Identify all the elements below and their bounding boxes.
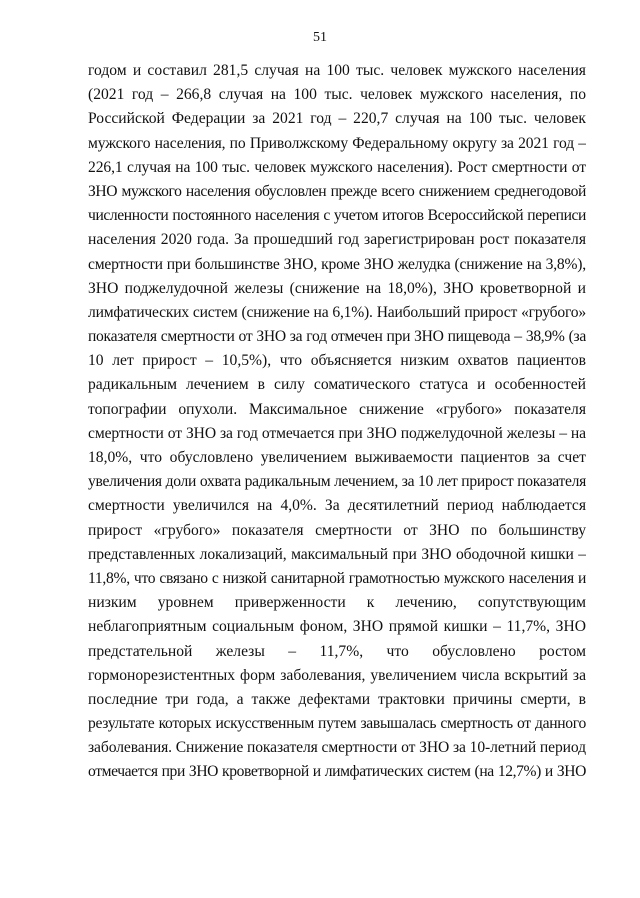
text-line: неблагоприятным социальным фоном, ЗНО прямой кишки – 11,7%, ЗНО [88, 618, 586, 636]
page-number: 51 [313, 30, 327, 45]
text-line: 18,0%, что обусловлено увеличением выживаемости пациентов за счет [88, 449, 586, 466]
text-line: увеличения доли охвата радикальным лечением, за 10 лет прирост показателя [88, 473, 586, 491]
text-line: 11,8%, что связано с низкой санитарной грамотностью мужского населения и [88, 569, 586, 587]
text-line: результате которых искусственным путем завышалась смертность от данного [88, 715, 586, 733]
text-line: годом и составил 281,5 случая на 100 тыс. человек мужского населения [88, 62, 586, 79]
text-line: мужского населения, по Приволжскому Федеральному округу за 2021 год – [88, 134, 586, 152]
text-line: заболевания. Снижение показателя смертности от ЗНО за 10-летний период [88, 739, 586, 757]
text-line: прирост «грубого» показателя смертности от ЗНО по большинству [88, 521, 586, 539]
text-line: смертности от ЗНО за год отмечается при ЗНО поджелудочной железы – на [88, 424, 586, 442]
text-line: низким уровнем приверженности к лечению, сопутствующим [88, 594, 586, 612]
text-line: ЗНО мужского населения обусловлен прежде всего снижением среднегодовой [88, 182, 586, 200]
text-line: представленных локализаций, максимальный при ЗНО ободочной кишки – [88, 545, 586, 563]
text-line: смертности увеличился на 4,0%. За десятилетний период наблюдается [88, 497, 586, 515]
text-line: ЗНО поджелудочной железы (снижение на 18,0%), ЗНО кроветворной и [88, 279, 586, 297]
text-line: Российской Федерации за 2021 год – 220,7 случая на 100 тыс. человек [88, 110, 586, 128]
text-line: последние три года, а также дефектами трактовки причины смерти, в [88, 690, 586, 708]
text-line: 226,1 случая на 100 тыс. человек мужского населения). Рост смертности от [88, 158, 586, 176]
text-line: населения 2020 года. За прошедший год зарегистрирован рост показателя [88, 231, 586, 249]
text-line: радикальным лечением в силу соматического статуса и особенностей [88, 376, 586, 394]
text-line: смертности при большинстве ЗНО, кроме ЗНО желудка (снижение на 3,8%), [88, 255, 586, 273]
text-line: (2021 год – 266,8 случая на 100 тыс. человек мужского населения, по [88, 86, 586, 104]
text-line: численности постоянного населения с учетом итогов Всероссийской переписи [88, 207, 586, 225]
text-line: 10 лет прирост – 10,5%), что объясняется низким охватов пациентов [88, 352, 586, 370]
text-line: гормонорезистентных форм заболевания, увеличением числа вскрытий за [88, 666, 586, 684]
text-line: топографии опухоли. Максимальное снижение «грубого» показателя [88, 400, 586, 418]
text-line: показателя смертности от ЗНО за год отмечен при ЗНО пищевода – 38,9% (за [88, 328, 586, 346]
text-line: лимфатических систем (снижение на 6,1%). Наибольший прирост «грубого» [88, 303, 586, 321]
text-line: отмечается при ЗНО кроветворной и лимфатических систем (на 12,7%) и ЗНО [88, 763, 586, 781]
text-line: предстательной железы – 11,7%, что обусловлено ростом [88, 642, 586, 660]
body-text [88, 59, 586, 785]
